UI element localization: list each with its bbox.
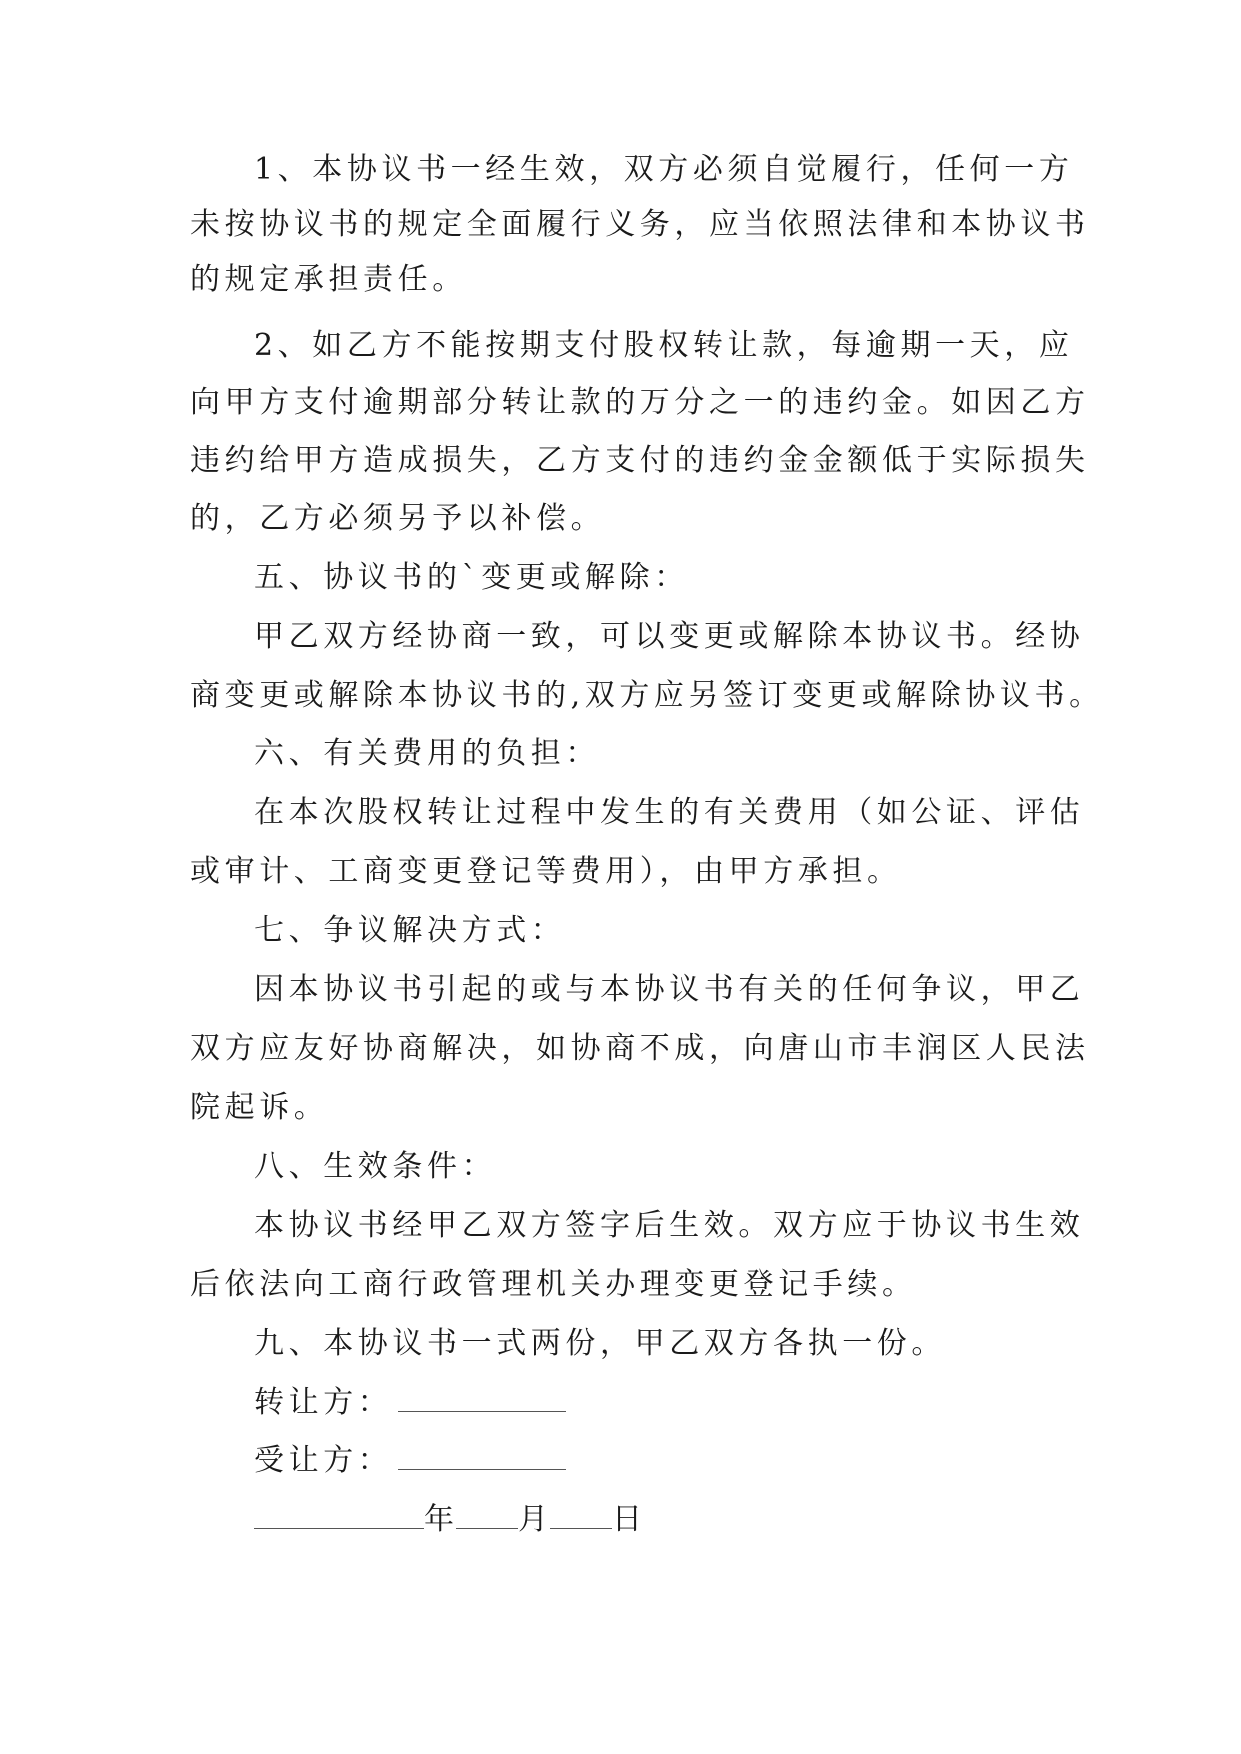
section-heading: 九、本协议书一式两份，甲乙双方各执一份。 <box>254 1326 946 1361</box>
year-blank <box>254 1500 424 1529</box>
section-heading: 五、协议书的`变更或解除： <box>254 560 689 595</box>
section-heading: 六、有关费用的负担： <box>254 736 600 771</box>
transferor-signature-line <box>254 1383 1060 1423</box>
paragraph-line: 因本协议书引起的或与本协议书有关的任何争议，甲乙 <box>254 972 1085 1007</box>
year-label: 年 <box>424 1502 456 1537</box>
transferee-signature-line <box>254 1441 1060 1481</box>
paragraph-line: 后依法向工商行政管理机关办理变更登记手续。 <box>190 1267 917 1302</box>
paragraph-line: 向甲方支付逾期部分转让款的万分之一的违约金。如因乙方 <box>190 385 1090 420</box>
transferee-label: 受让方： <box>254 1443 393 1478</box>
paragraph-line: 院起诉。 <box>190 1090 329 1125</box>
paragraph-line: 本协议书经甲乙双方签字后生效。双方应于协议书生效 <box>254 1208 1085 1243</box>
day-blank <box>550 1500 612 1529</box>
date-line <box>254 1500 1060 1540</box>
transferor-label: 转让方： <box>254 1385 393 1420</box>
section-heading: 八、生效条件： <box>254 1149 497 1184</box>
paragraph-line: 违约给甲方造成损失，乙方支付的违约金金额低于实际损失 <box>190 443 1090 478</box>
paragraph-line: 的规定承担责任。 <box>190 262 467 297</box>
day-label: 日 <box>612 1502 644 1537</box>
paragraph-line: 1、本协议书一经生效，双方必须自觉履行，任何一方 <box>254 152 1074 187</box>
paragraph-line: 未按协议书的规定全面履行义务，应当依照法律和本协议书 <box>190 207 1090 242</box>
month-label: 月 <box>518 1502 550 1537</box>
paragraph-line: 商变更或解除本协议书的,双方应另签订变更或解除协议书。 <box>190 678 1104 713</box>
paragraph-line: 双方应友好协商解决，如协商不成，向唐山市丰润区人民法 <box>190 1031 1090 1066</box>
month-blank <box>456 1500 518 1529</box>
section-heading: 七、争议解决方式： <box>254 913 566 948</box>
paragraph-line: 或审计、工商变更登记等费用），由甲方承担。 <box>190 854 902 889</box>
transferee-blank <box>398 1441 566 1470</box>
paragraph-line: 在本次股权转让过程中发生的有关费用（如公证、评估 <box>254 795 1085 830</box>
transferor-blank <box>398 1383 566 1412</box>
paragraph-line: 的，乙方必须另予以补偿。 <box>190 501 606 536</box>
paragraph-line: 甲乙双方经协商一致，可以变更或解除本协议书。经协 <box>254 619 1085 654</box>
paragraph-line: 2、如乙方不能按期支付股权转让款，每逾期一天，应 <box>254 328 1074 363</box>
